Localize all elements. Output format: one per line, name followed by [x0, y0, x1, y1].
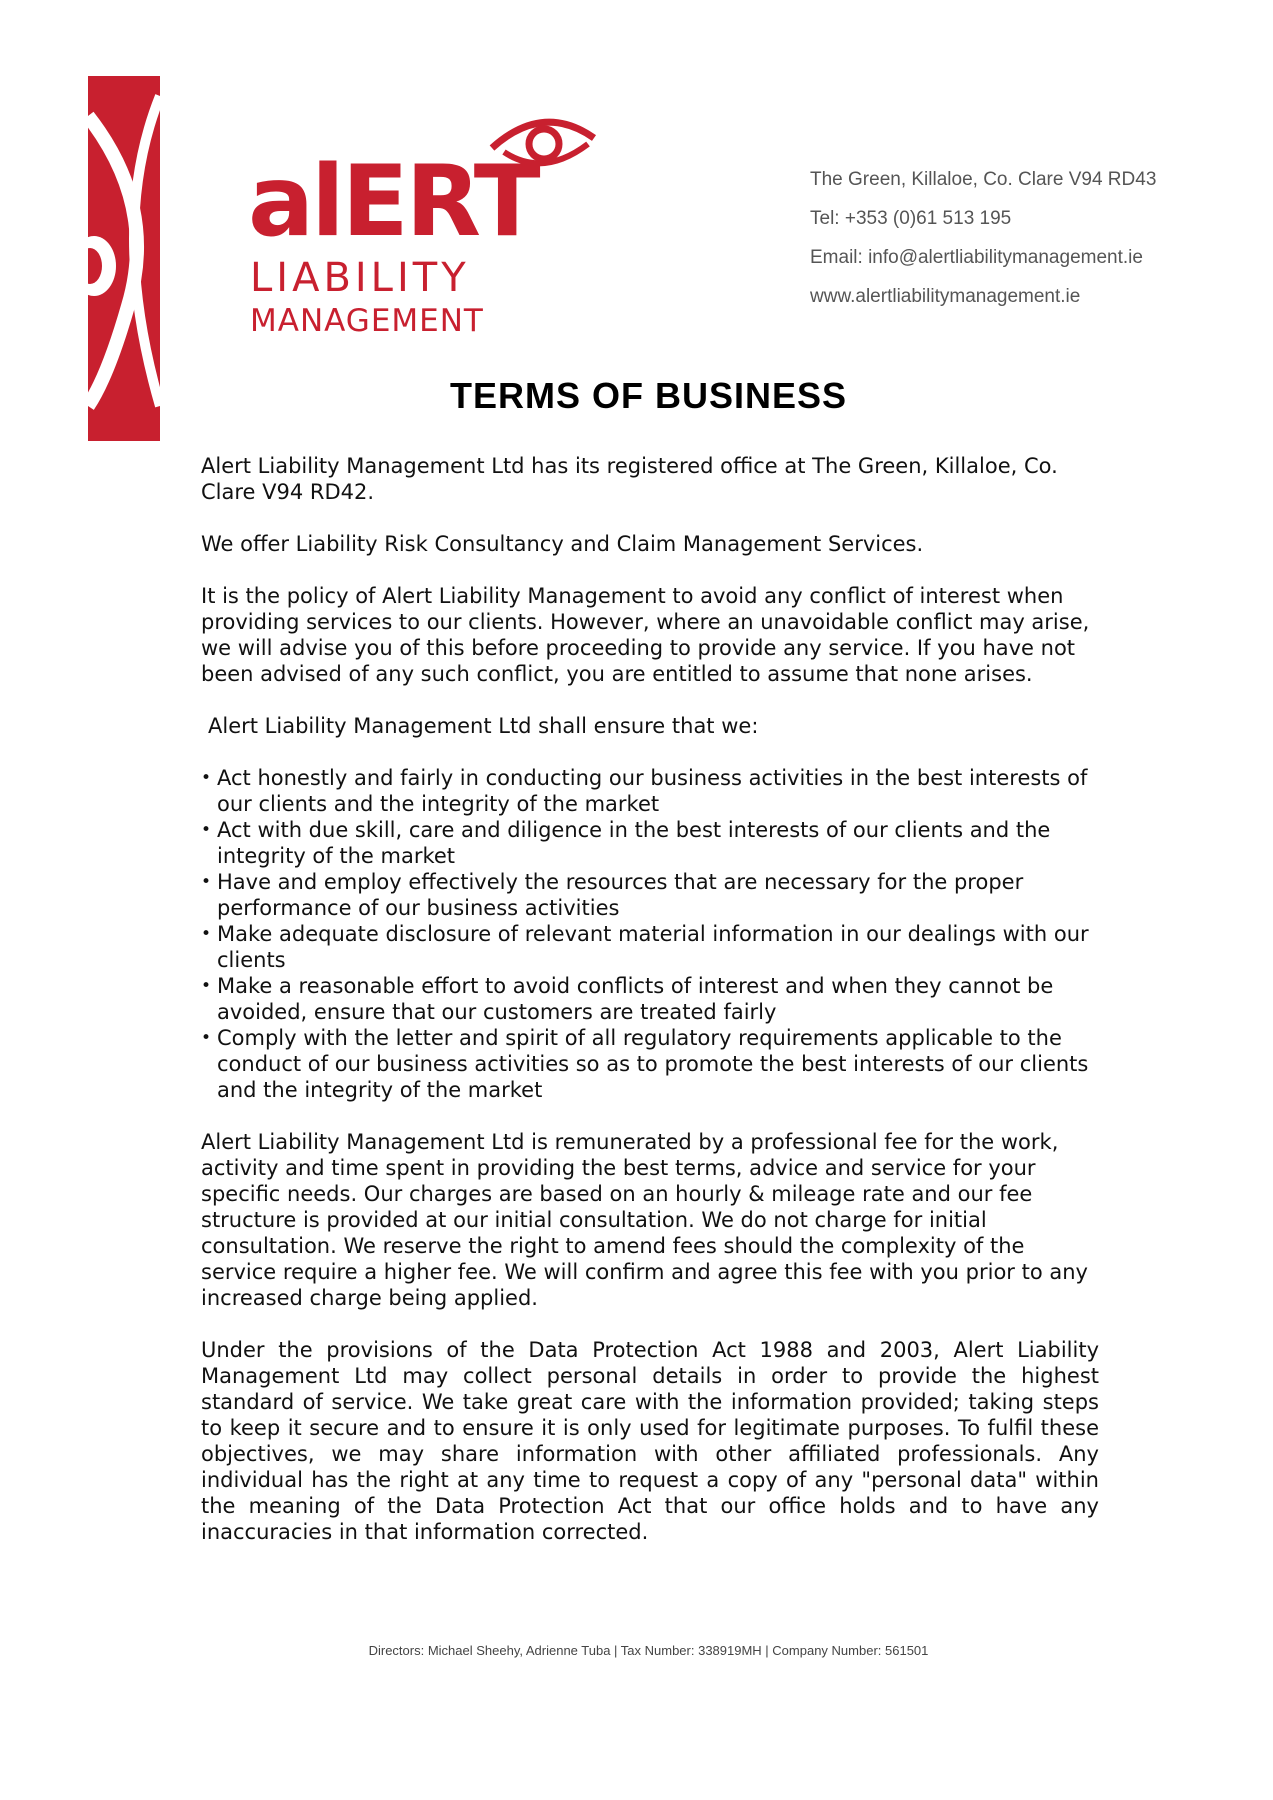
contact-address: The Green, Killaloe, Co. Clare V94 RD43	[810, 169, 1157, 190]
list-item-text: Comply with the letter and spirit of all regulatory requirements applicable to the conduct of our business activities so as to promote the best interests of our clients and the integrity of the market	[217, 1026, 1089, 1102]
paragraph-office: Alert Liability Management Ltd has its registered office at The Green, Killaloe, Co. Clare V94 RD42.	[201, 454, 1058, 504]
paragraph-conflict: It is the policy of Alert Liability Management to avoid any conflict of interest when providing services to our clients. However, where an unavoidable conflict may arise, we will advise you of this before proceeding to provide any service. If you have not been advised of any such conflict, you are entitled to assume that none arises.	[201, 584, 1090, 686]
list-item	[201, 973, 1099, 1025]
list-item-text: Make a reasonable effort to avoid conflicts of interest and when they cannot be avoided, ensure that our customers are treated fairly	[217, 974, 1054, 1024]
list-item	[201, 921, 1099, 973]
page-title: TERMS OF BUSINESS	[449, 375, 848, 416]
bullet-icon: •	[201, 768, 212, 788]
company-logo	[248, 108, 598, 348]
list-item	[201, 765, 1099, 817]
obligations-list	[201, 765, 1099, 1103]
paragraph-data-protection: Under the provisions of the Data Protection Act 1988 and 2003, Alert Liability Management Ltd may collect personal details in order to provide the highest standard of service. We take great care with the information provided; taking steps to keep it secure and to ensure it is only used for legitimate purposes. To fulfil these objectives, we may share information with other affiliated professionals. Any individual has the right at any time to request a copy of any "personal data" within the meaning of the Data Protection Act that our office holds and to have any inaccuracies in that information corrected.	[201, 1338, 1099, 1544]
document-body	[201, 453, 1099, 1571]
logo-wordmark: alERT	[248, 145, 538, 259]
logo-tagline-liability: LIABILITY	[250, 255, 470, 301]
contact-block	[810, 160, 1156, 316]
logo-tagline-management: MANAGEMENT	[250, 303, 484, 339]
paragraph-fees: Alert Liability Management Ltd is remunerated by a professional fee for the work, activity and time spent in providing the best terms, advice and service for your specific needs. Our charges are based on an hourly & mileage rate and our fee structure is provided at our initial consultation. We do not charge for initial consultation. We reserve the right to amend fees should the complexity of the service require a higher fee. We will confirm and agree this fee with you prior to any increased charge being applied.	[201, 1130, 1088, 1310]
contact-tel: Tel: +353 (0)61 513 195	[810, 208, 1012, 229]
list-item	[201, 817, 1099, 869]
list-item	[201, 1025, 1099, 1103]
list-item-text: Make adequate disclosure of relevant material information in our dealings with our clients	[217, 922, 1089, 972]
paragraph-ensure-intro: Alert Liability Management Ltd shall ensure that we:	[208, 714, 759, 738]
bullet-icon: •	[201, 976, 212, 996]
list-item	[201, 869, 1099, 921]
contact-website: www.alertliabilitymanagement.ie	[810, 286, 1081, 307]
footer-company-details: Directors: Michael Sheehy, Adrienne Tuba | Tax Number: 338919MH | Company Number: 561501	[368, 1643, 929, 1658]
list-item-text: Act with due skill, care and diligence in the best interests of our clients and the integrity of the market	[217, 818, 1051, 868]
paragraph-services: We offer Liability Risk Consultancy and Claim Management Services.	[201, 532, 924, 556]
list-item-text: Act honestly and fairly in conducting our business activities in the best interests of our clients and the integrity of the market	[217, 766, 1088, 816]
bullet-icon: •	[201, 924, 212, 944]
bullet-icon: •	[201, 820, 212, 840]
bullet-icon: •	[201, 872, 212, 892]
contact-email: Email: info@alertliabilitymanagement.ie	[810, 247, 1143, 268]
bullet-icon: •	[201, 1028, 212, 1048]
list-item-text: Have and employ effectively the resources that are necessary for the proper performance of our business activities	[217, 870, 1024, 920]
